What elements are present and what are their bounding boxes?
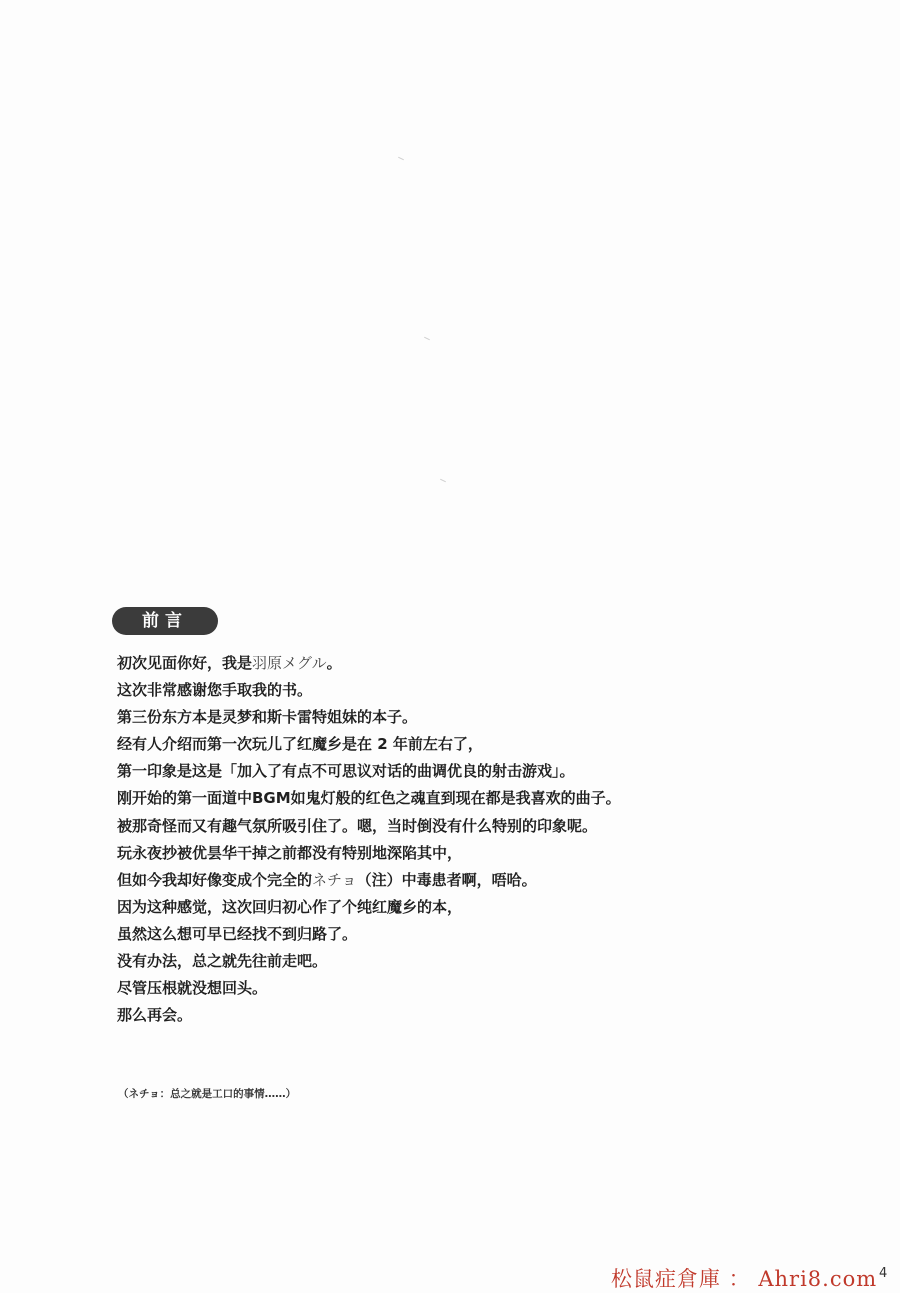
scan-speck	[424, 337, 430, 340]
footnote: （ネチョ：总之就是工口的事情……）	[118, 1088, 297, 1100]
term-text: ネチョ	[312, 870, 357, 889]
preface-line: 没有办法，总之就先往前走吧。	[117, 952, 328, 971]
author-name: 羽原メグル	[252, 654, 327, 672]
preface-line: 第一印象是这是「加入了有点不可思议对话的曲调优良的射击游戏」。	[117, 762, 575, 781]
watermark-text: 松鼠症倉庫 ： Ahri8.com	[611, 1267, 878, 1291]
greeting-end: 。	[326, 654, 342, 672]
scan-speck	[398, 157, 404, 160]
preface-text	[117, 650, 757, 1029]
page-number: 4	[879, 1266, 888, 1281]
preface-line: 第三份东方本是灵梦和斯卡雷特姐妹的本子。	[117, 708, 418, 727]
preface-line: 尽管压根就没想回头。	[117, 979, 268, 998]
greeting-text: 初次见面你好，我是	[117, 654, 253, 672]
scan-speck	[440, 479, 446, 482]
preface-line: 刚开始的第一面道中BGM如鬼灯般的红色之魂直到现在都是我喜欢的曲子。	[117, 789, 621, 808]
preface-line: 因为这种感觉，这次回归初心作了个纯红魔乡的本，	[117, 897, 463, 916]
preface-line: 被那奇怪而又有趣气氛所吸引住了。嗯，当时倒没有什么特别的印象呢。	[117, 816, 598, 835]
preface-line	[117, 867, 757, 894]
section-heading-badge: 前言	[112, 607, 218, 635]
preface-line: 这次非常感谢您手取我的书。	[117, 681, 313, 700]
preface-line: 虽然这么想可早已经找不到归路了。	[117, 924, 358, 943]
preface-line: 玩永夜抄被优昙华干掉之前都没有特别地深陷其中，	[117, 843, 463, 862]
preface-line: 经有人介绍而第一次玩儿了红魔乡是在 2 年前左右了，	[117, 735, 483, 754]
preface-line	[117, 650, 757, 677]
preface-line: 那么再会。	[117, 1006, 193, 1025]
line-text: 但如今我却好像变成个完全的	[117, 870, 313, 889]
line-text: （注）中毒患者啊，唔哈。	[356, 870, 537, 889]
